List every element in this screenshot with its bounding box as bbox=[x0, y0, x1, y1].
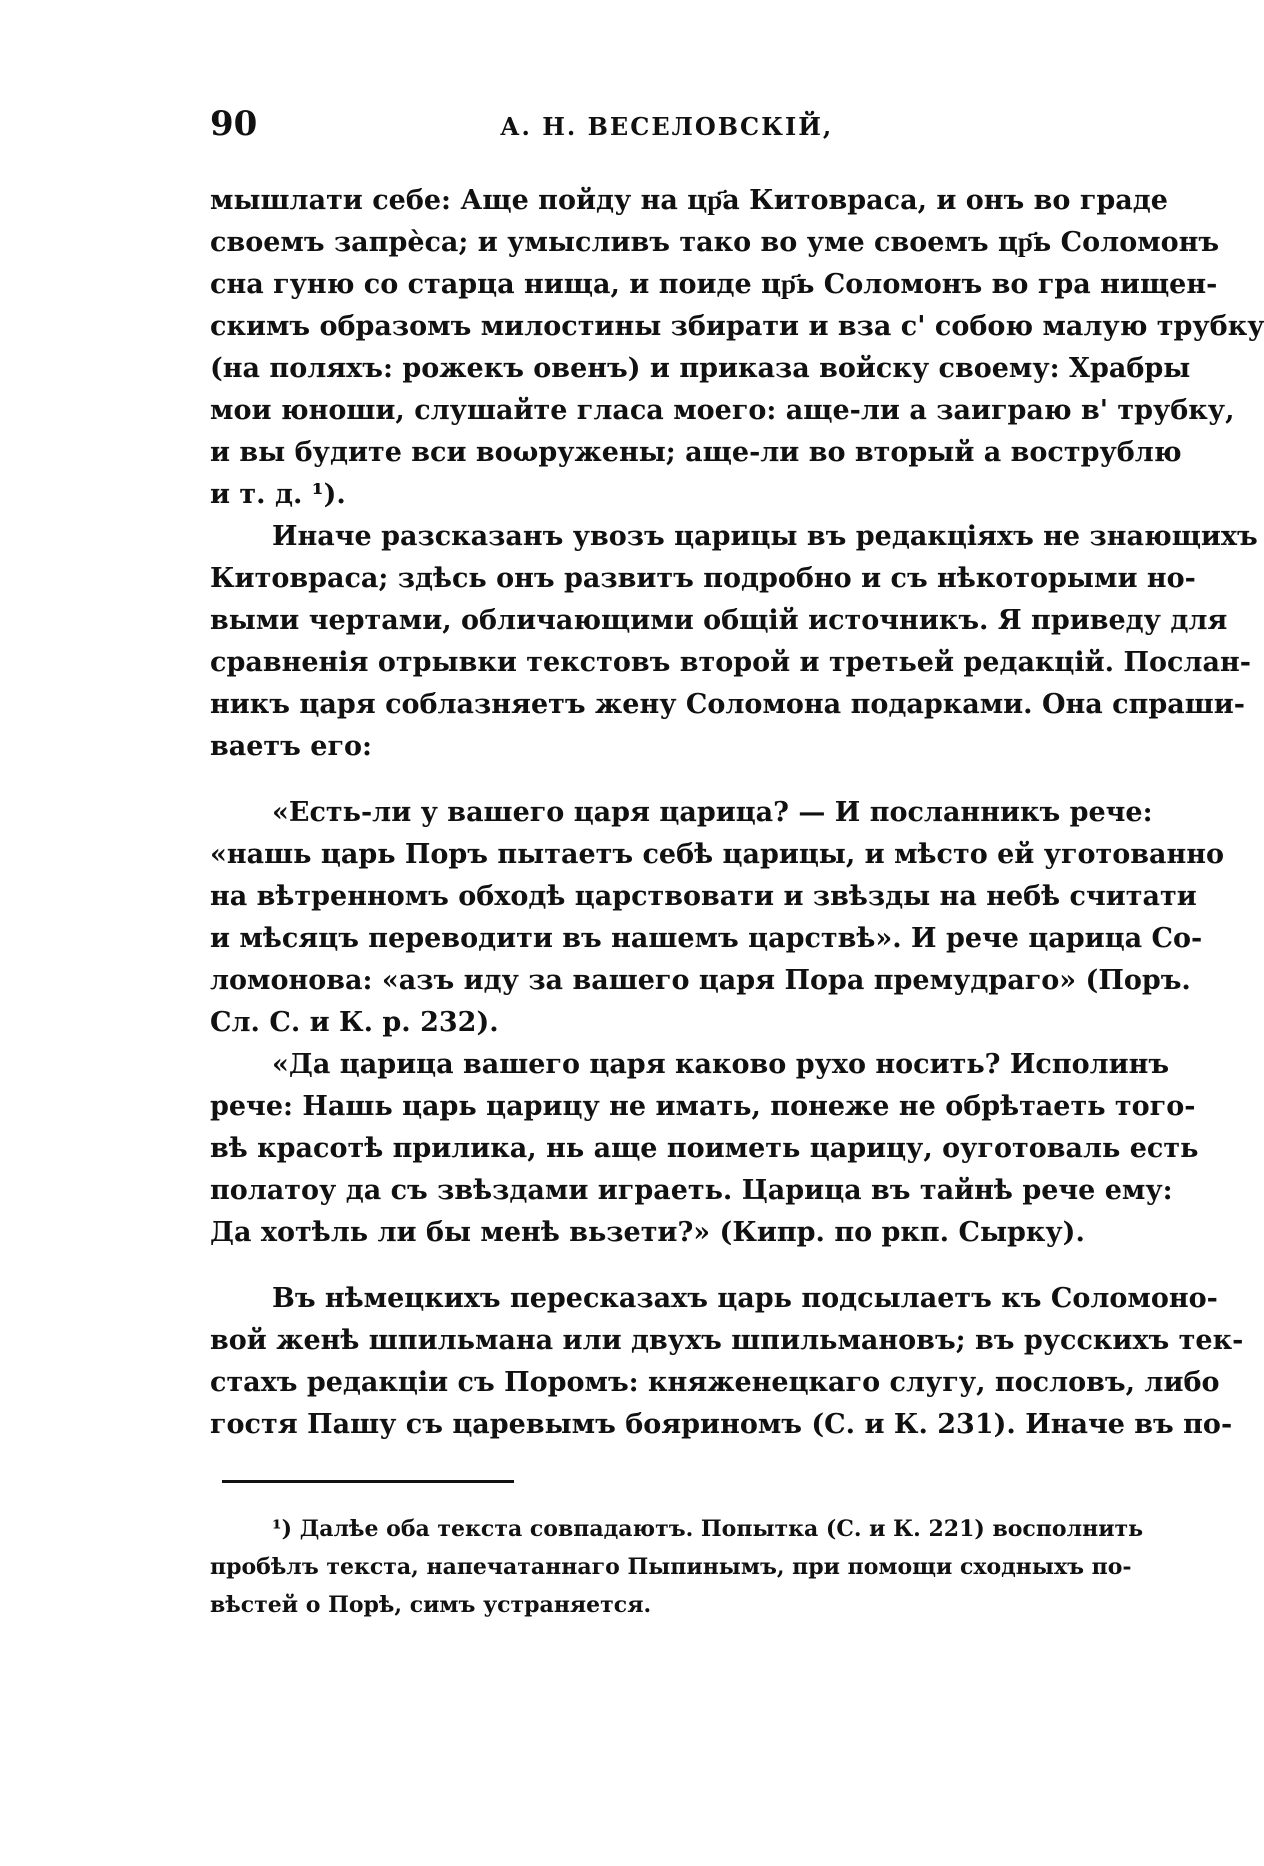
text-line: сна гуню со старца нища, и поиде цр҃ь Соломонъ во гра нищен- bbox=[210, 269, 1218, 300]
text-line: стахъ редакціи съ Поромъ: княженецкаго слугу, пословъ, либо bbox=[210, 1367, 1220, 1398]
spacer bbox=[210, 1254, 1090, 1278]
text-line: вѣ красотѣ прилика, нь аще поиметь царицу, оуготоваль есть bbox=[210, 1133, 1199, 1164]
text-line: «Да царица вашего царя каково рухо носить? Исполинъ bbox=[272, 1049, 1170, 1080]
text-line: Сл. С. и К. р. 232). bbox=[210, 1007, 499, 1038]
text-line: и т. д. ¹). bbox=[210, 479, 346, 510]
text-line: (на поляхъ: рожекъ овенъ) и приказа войску своему: Храбры bbox=[210, 353, 1191, 384]
text-line: Въ нѣмецкихъ пересказахъ царь подсылаетъ къ Соломоно- bbox=[272, 1283, 1218, 1314]
page-header bbox=[210, 104, 1090, 144]
text-line: никъ царя соблазняетъ жену Соломона подарками. Она спраши- bbox=[210, 689, 1245, 720]
page-number: 90 bbox=[210, 104, 258, 144]
text-line: скимъ образомъ милостины збирати и вза с' собою малую трубку bbox=[210, 311, 1264, 342]
text-line: «Есть-ли у вашего царя царица? — И посланникъ рече: bbox=[272, 797, 1153, 828]
text-line: мышлати себе: Аще пойду на цр҃а Китовраса, и онъ во граде bbox=[210, 185, 1168, 216]
footnote-line: пробѣлъ текста, напечатаннаго Пыпинымъ, при помощи сходныхъ по- bbox=[210, 1554, 1132, 1580]
spacer bbox=[210, 768, 1090, 792]
paragraph-3 bbox=[210, 1278, 1244, 1446]
main-text bbox=[210, 180, 1264, 1446]
text-line: рече: Нашь царь царицу не имать, понеже не обрѣтаеть того- bbox=[210, 1091, 1196, 1122]
text-line: гостя Пашу съ царевымъ бояриномъ (С. и К. 231). Иначе въ по- bbox=[210, 1409, 1233, 1440]
footnote-line: ¹) Далѣе оба текста совпадаютъ. Попытка (С. и К. 221) восполнить bbox=[272, 1516, 1144, 1542]
text-line: ваетъ его: bbox=[210, 731, 372, 762]
text-line: и вы будите вси воωружены; аще-ли во вторый а вострублю bbox=[210, 437, 1182, 468]
running-head: А. Н. ВЕСЕЛОВСКІЙ, bbox=[500, 112, 834, 141]
footnote bbox=[210, 1510, 1144, 1624]
text-line: на вѣтренномъ обходѣ царствовати и звѣзды на небѣ считати bbox=[210, 881, 1197, 912]
text-line: вой женѣ шпильмана или двухъ шпильмановъ; въ русскихъ тек- bbox=[210, 1325, 1244, 1356]
text-line: Да хотѣль ли бы менѣ вьзети?» (Кипр. по ркп. Сырку). bbox=[210, 1217, 1085, 1248]
paragraph-2 bbox=[210, 516, 1258, 768]
quote-1 bbox=[210, 792, 1225, 1044]
text-line: своемъ запрѐса; и умысливъ тако во уме своемъ цр҃ь Соломонъ bbox=[210, 227, 1220, 258]
footnote-rule bbox=[222, 1480, 514, 1483]
text-line: ломонова: «азъ иду за вашего царя Пора премудраго» (Поръ. bbox=[210, 965, 1191, 996]
text-line: выми чертами, обличающими общій источникъ. Я приведу для bbox=[210, 605, 1228, 636]
text-line: и мѣсяцъ переводити въ нашемъ царствѣ». И рече царица Со- bbox=[210, 923, 1203, 954]
text-line: Китовраса; здѣсь онъ развитъ подробно и съ нѣкоторыми но- bbox=[210, 563, 1196, 594]
quote-2 bbox=[210, 1044, 1199, 1254]
text-line: Иначе разсказанъ увозъ царицы въ редакціяхъ не знающихъ bbox=[272, 521, 1258, 552]
footnote-line: вѣстей о Порѣ, симъ устраняется. bbox=[210, 1592, 652, 1618]
text-line: полатоу да съ звѣздами играеть. Царица въ тайнѣ рече ему: bbox=[210, 1175, 1173, 1206]
text-line: «нашь царь Поръ пытаетъ себѣ царицы, и мѣсто ей уготованно bbox=[210, 839, 1225, 870]
text-line: мои юноши, слушайте гласа моего: аще-ли а заиграю в' трубку, bbox=[210, 395, 1235, 426]
paragraph-1 bbox=[210, 180, 1264, 516]
text-line: сравненія отрывки текстовъ второй и третьей редакцій. Послан- bbox=[210, 647, 1251, 678]
